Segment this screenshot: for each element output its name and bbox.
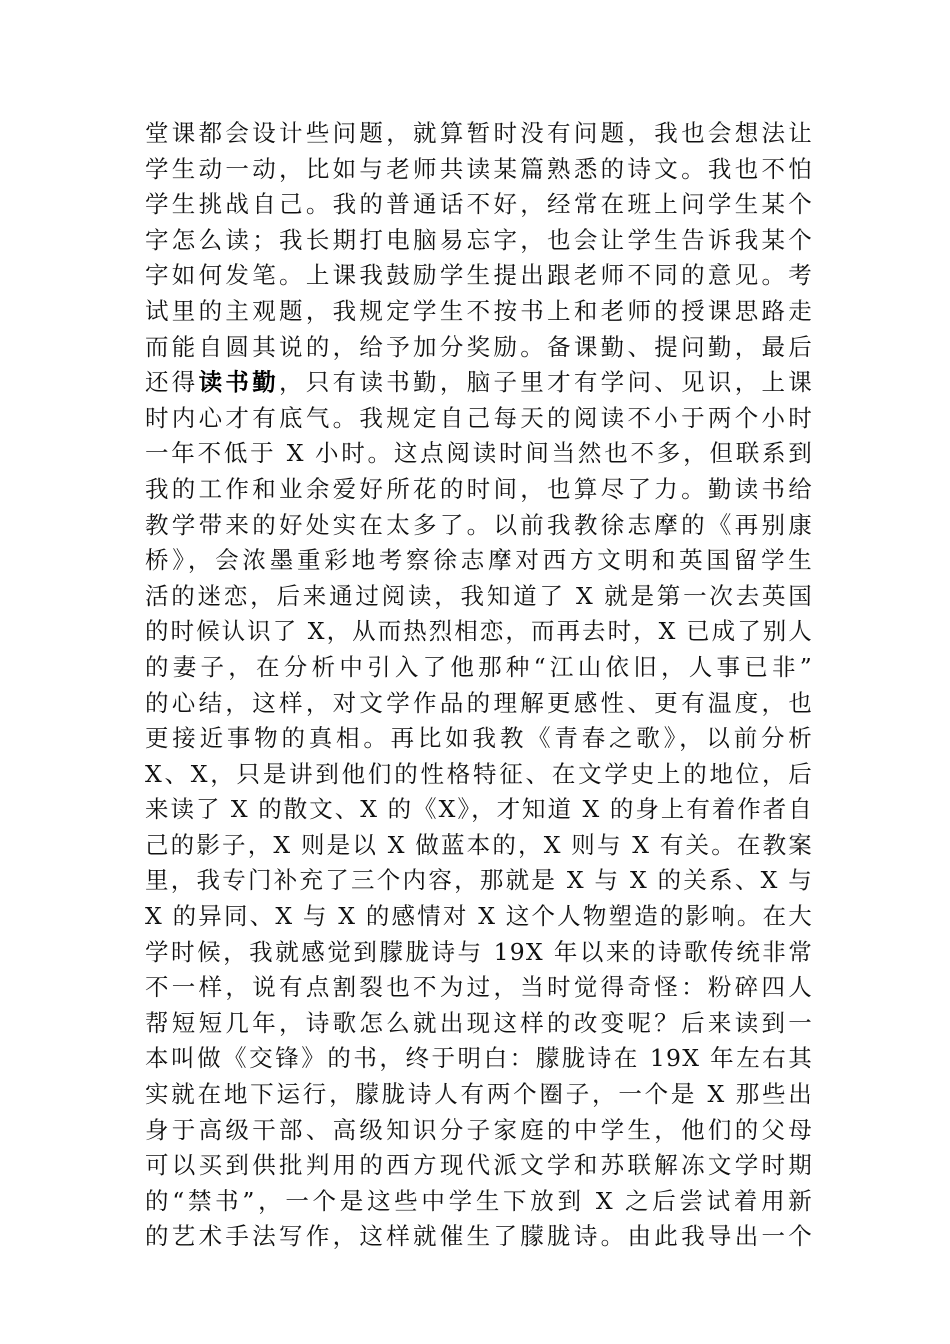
text-line: 不一样，说有点割裂也不为过，当时觉得奇怪：粉碎四人 — [145, 973, 813, 1002]
text-line: 试里的主观题，我规定学生不按书上和老师的授课思路走 — [145, 296, 813, 325]
text-line: 学生挑战自己。我的普通话不好，经常在班上问学生某个 — [145, 190, 813, 219]
text-line: 更接近事物的真相。再比如我教《青春之歌》，以前分析 — [145, 724, 813, 753]
text-line: 的心结，这样，对文学作品的理解更感性、更有温度，也 — [145, 688, 813, 717]
text-line: 的妻子，在分析中引入了他那种“江山依旧，人事已非” — [145, 652, 813, 681]
text-line: 的“禁书”，一个是这些中学生下放到 X 之后尝试着用新 — [145, 1186, 813, 1215]
text-line — [145, 365, 813, 401]
text-line: 身于高级干部、高级知识分子家庭的中学生，他们的父母 — [145, 1115, 813, 1144]
text-line: X 的异同、X 与 X 的感情对 X 这个人物塑造的影响。在大 — [145, 902, 813, 931]
text-segment: ，只有读书勤，脑子里才有学问、见识，上课 — [279, 368, 813, 397]
text-line: X、X，只是讲到他们的性格特征、在文学史上的地位，后 — [145, 759, 813, 788]
text-line: 己的影子，X 则是以 X 做蓝本的，X 则与 X 有关。在教案 — [145, 830, 813, 859]
text-line: 学时候，我就感觉到朦胧诗与 19X 年以来的诗歌传统非常 — [145, 937, 813, 966]
text-line: 一年不低于 X 小时。这点阅读时间当然也不多，但联系到 — [145, 439, 813, 468]
text-line: 学生动一动，比如与老师共读某篇熟悉的诗文。我也不怕 — [145, 154, 813, 183]
text-line: 的时候认识了 X，从而热烈相恋，而再去时，X 已成了别人 — [145, 617, 813, 646]
text-segment: 还得 — [145, 368, 199, 397]
text-line: 桥》，会浓墨重彩地考察徐志摩对西方文明和英国留学生 — [145, 546, 813, 575]
text-line: 时内心才有底气。我规定自己每天的阅读不小于两个小时 — [145, 403, 813, 432]
text-line: 教学带来的好处实在太多了。以前我教徐志摩的《再别康 — [145, 510, 813, 539]
body-text — [145, 116, 813, 1255]
text-line: 实就在地下运行，朦胧诗人有两个圈子，一个是 X 那些出 — [145, 1080, 813, 1109]
text-line: 我的工作和业余爱好所花的时间，也算尽了力。勤读书给 — [145, 474, 813, 503]
text-line: 堂课都会设计些问题，就算暂时没有问题，我也会想法让 — [145, 119, 813, 147]
text-line: 字如何发笔。上课我鼓励学生提出跟老师不同的意见。考 — [145, 261, 813, 290]
text-line: 可以买到供批判用的西方现代派文学和苏联解冻文学时期 — [145, 1151, 813, 1180]
text-line: 字怎么读；我长期打电脑易忘字，也会让学生告诉我某个 — [145, 225, 813, 254]
text-line: 帮短短几年，诗歌怎么就出现这样的改变呢？后来读到一 — [145, 1008, 813, 1037]
text-line: 活的迷恋，后来通过阅读，我知道了 X 就是第一次去英国 — [145, 581, 813, 610]
bold-phrase: 读书勤 — [198, 368, 280, 397]
text-line: 里，我专门补充了三个内容，那就是 X 与 X 的关系、X 与 — [145, 866, 813, 895]
text-line: 本叫做《交锋》的书，终于明白：朦胧诗在 19X 年左右其 — [145, 1044, 813, 1073]
text-line: 而能自圆其说的，给予加分奖励。备课勤、提问勤，最后 — [145, 332, 813, 361]
text-line: 的艺术手法写作，这样就催生了朦胧诗。由此我导出一个 — [145, 1222, 813, 1251]
text-line: 来读了 X 的散文、X 的《X》，才知道 X 的身上有着作者自 — [145, 795, 813, 824]
